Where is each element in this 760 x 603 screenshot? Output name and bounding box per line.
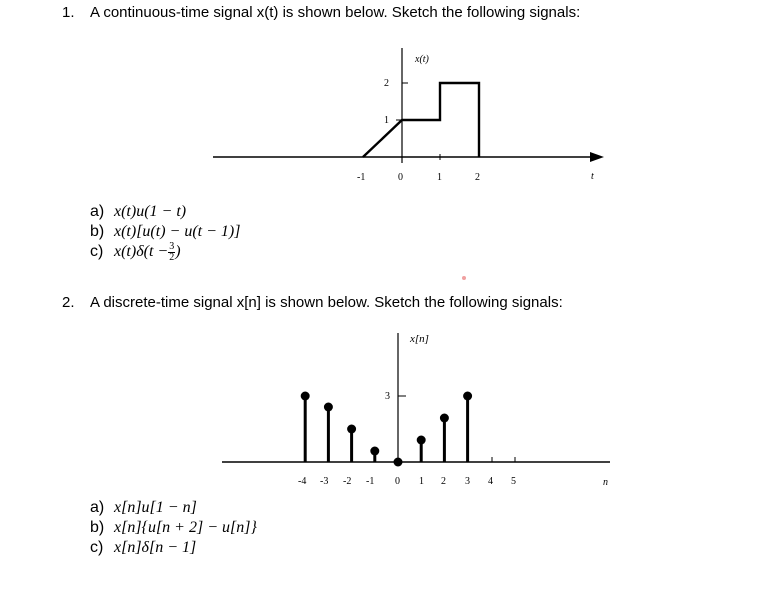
question-2-text: A discrete-time signal x[n] is shown below. Sketch the following signals: [90,294,563,311]
stem-point-n-2 [347,425,356,434]
plot2-xtick-1: 1 [419,476,424,487]
stem-point-n2 [440,414,449,423]
stem-markers [301,392,472,467]
plot1-xlabel: t [591,171,594,182]
plot2-xtick--4: -4 [298,476,307,487]
plot2-xtick-5: 5 [511,476,516,487]
plot2-xlabel: n [603,477,608,488]
plot1-xtick-1: 1 [437,172,442,183]
question-2-heading [62,294,563,311]
q2-part-c: c) x[n]δ[n − 1] [90,539,197,556]
q2-part-a: a) x[n]u[1 − n] [90,499,197,516]
question-2-number: 2. [62,294,75,311]
plot1-xtick--1: -1 [357,172,366,183]
plot1-ytick-2: 2 [384,78,389,89]
fraction-three-halves: $\frac{3}{2}$ [169,241,175,263]
question-1-heading [62,4,580,21]
plot2-xtick-2: 2 [441,476,446,487]
discrete-signal-plot [0,320,760,500]
question-2-parts [90,498,257,558]
stem-point-n1 [417,436,426,445]
stem-point-n-4 [301,392,310,401]
question-1-text: A continuous-time signal x(t) is shown below. Sketch the following signals: [90,4,581,21]
plot1-xtick-0: 0 [398,172,403,183]
question-1-parts [90,202,240,262]
t-axis-arrow [590,152,604,162]
x-of-t-curve [363,83,479,157]
q1-part-a: a) x(t)u(1 − t) [90,203,187,220]
plot2-ytick-3: 3 [385,391,390,402]
q1-part-c: c) x(t)δ(t − $\frac{3}{2}$ ) [90,241,181,263]
plot2-xtick-3: 3 [465,476,470,487]
stem-point-n-3 [324,403,333,412]
stem-point-n-1 [370,447,379,456]
plot2-ylabel: x[n] [410,333,429,345]
plot1-ylabel: x(t) [415,54,429,65]
stem-point-n3 [463,392,472,401]
plot1-xtick-2: 2 [475,172,480,183]
stray-dot [462,276,466,280]
plot2-xtick-0: 0 [395,476,400,487]
plot2-xtick--3: -3 [320,476,329,487]
plot2-xtick--2: -2 [343,476,352,487]
q1-part-b: b) x(t)[u(t) − u(t − 1)] [90,223,241,240]
stem-point-n0 [394,458,403,467]
question-1-number: 1. [62,4,75,21]
plot1-ytick-1: 1 [384,115,389,126]
plot2-xtick-4: 4 [488,476,493,487]
q2-part-b: b) x[n]{u[n + 2] − u[n]} [90,519,257,536]
plot2-xtick--1: -1 [366,476,375,487]
